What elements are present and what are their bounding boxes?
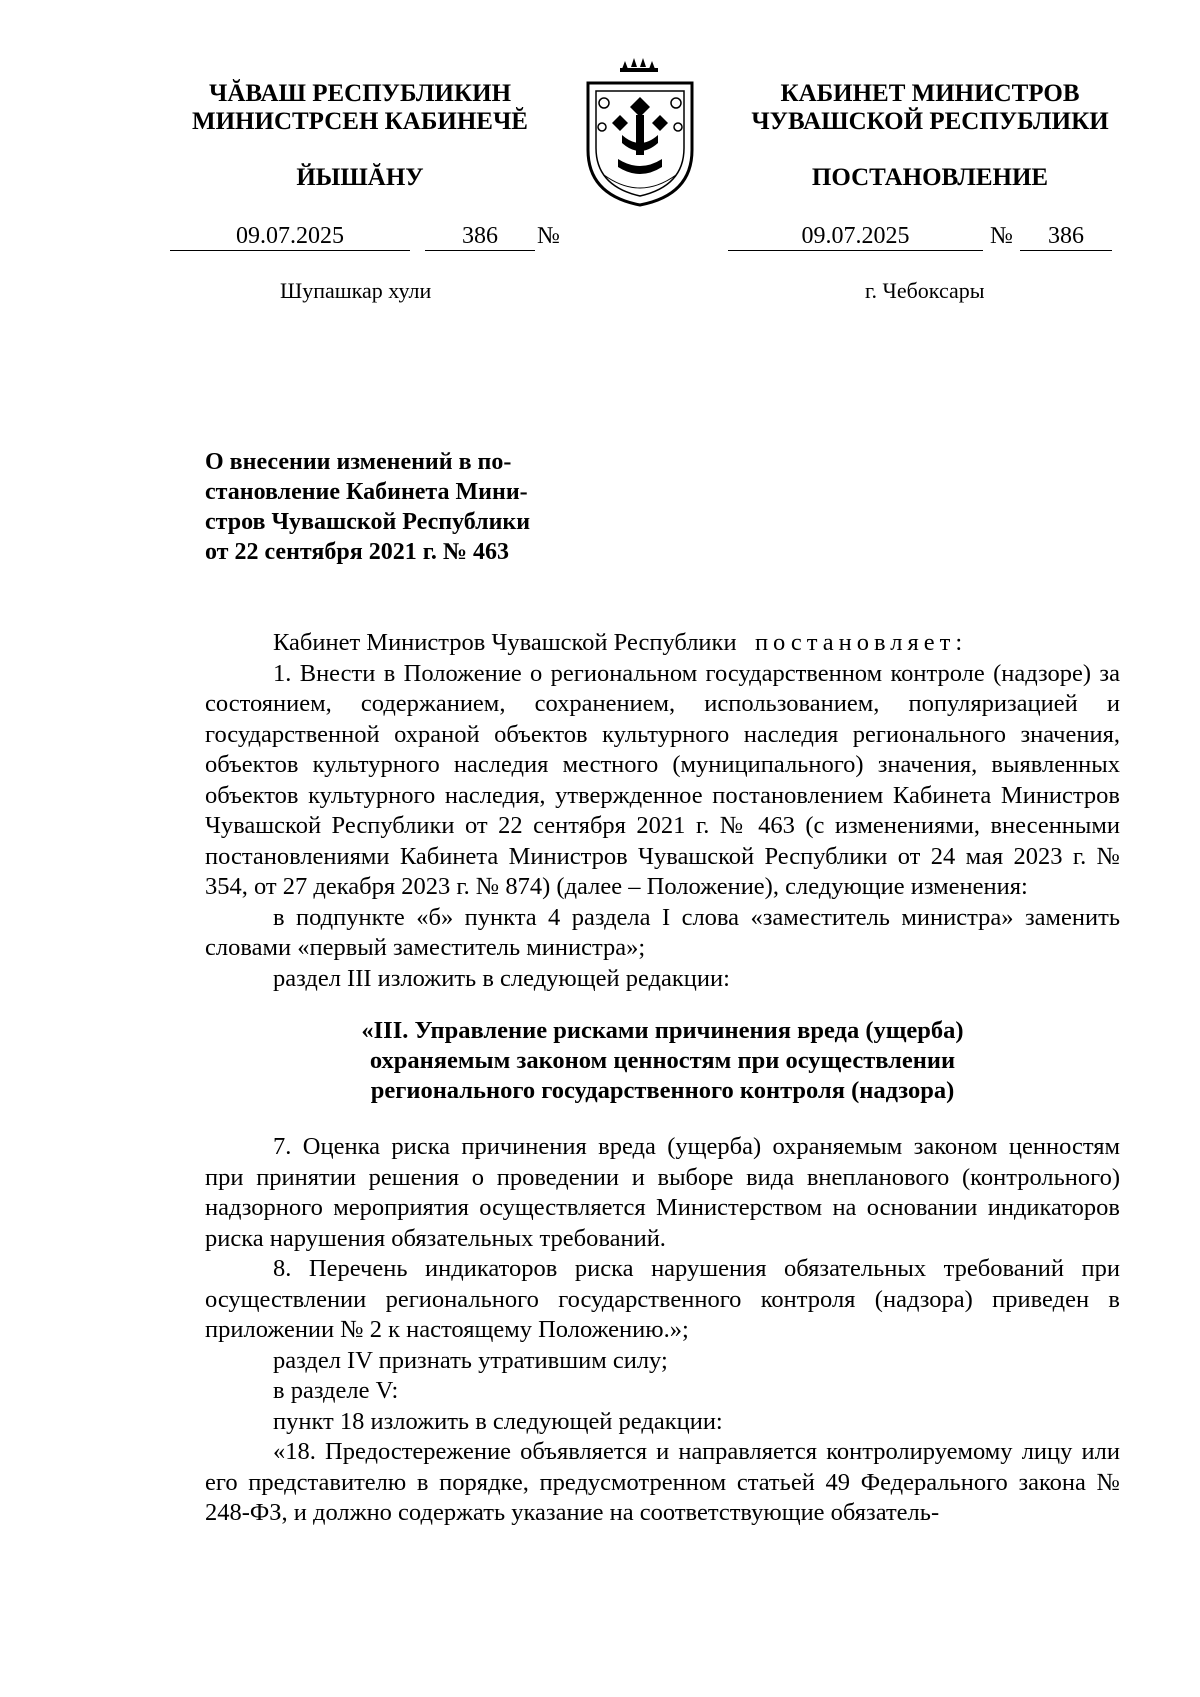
right-num-sign: № [990,223,1013,249]
right-city: г. Чебоксары [865,278,985,303]
section-heading-line: «III. Управление рисками причинения вреда (ущерба) [361,1017,964,1044]
left-org-name [160,80,560,136]
document-body [205,628,1120,1529]
right-number-field: 386 [1020,222,1112,251]
paragraph-7: 7. Оценка риска причинения вреда (ущерба) охраняемым законом ценностям при принятии решения о проведении и выборе вида внепланового (контрольного) надзорного мероприятия осуществляется Министерством на основании индикаторов риска нарушения обязательных требований. [205,1133,1120,1252]
right-org-name [725,80,1135,136]
section-heading-line: охраняемым законом ценностям при осуществлении [369,1047,956,1074]
left-number-field: 386 [425,222,535,251]
left-date-field: 09.07.2025 [170,222,410,251]
preamble-verb: постановляет: [754,629,968,656]
preamble-prefix: Кабинет Министров Чувашской Республики [273,629,737,656]
left-org-line2: МИНИСТРСЕН КАБИНЕЧĔ [192,108,528,135]
title-line: О внесении изменений в по- [205,449,512,475]
left-doc-type: ЙЫШĂНУ [296,164,424,191]
paragraph-18: «18. Предостережение объявляется и направляется контролируемому лицу или его представителю в порядке, предусмотренном статьей 49 Федерального закона № 248-ФЗ, и должно содержать указание на соответствующие обязатель- [205,1438,1120,1526]
paragraph-section-iv: раздел IV признать утратившим силу; [273,1346,668,1374]
right-org-line1: КАБИНЕТ МИНИСТРОВ [780,80,1080,107]
paragraph-3: раздел III изложить в следующей редакции: [273,964,730,992]
paragraph-section-v: в разделе V: [273,1377,399,1404]
left-num-sign: № [537,223,560,249]
right-date-field: 09.07.2025 [728,222,983,251]
paragraph-8: 8. Перечень индикаторов риска нарушения обязательных требований при осуществлении регионального государственного контроля (надзора) приведен в приложении № 2 к настоящему Положению.»; [205,1255,1120,1343]
section-heading-line: регионального государственного контроля (надзора) [370,1077,955,1104]
paragraph-point-18-intro: пункт 18 изложить в следующей редакции: [273,1407,723,1435]
right-org-line2: ЧУВАШСКОЙ РЕСПУБЛИКИ [751,108,1109,135]
chuvash-emblem-icon [570,55,710,210]
document-title [205,447,567,567]
right-doc-type: ПОСТАНОВЛЕНИЕ [811,164,1049,191]
section-heading [205,1016,1120,1106]
title-line: стров Чувашской Республики [205,509,531,535]
preamble [205,628,1120,659]
left-org-line1: ЧĂВАШ РЕСПУБЛИКИН [208,80,512,107]
title-line: от 22 сентября 2021 г. № 463 [205,539,509,565]
title-line: становление Кабинета Мини- [205,479,528,505]
paragraph-1: 1. Внести в Положение о региональном государственном контроле (надзоре) за состоянием, содержанием, сохранением, использованием, популяризацией и государственной охраной объектов культурного наследия регионального значения, объектов культурного наследия местного (муниципального) значения, выявленных объектов культурного наследия, утвержденное постановлением Кабинета Министров Чувашской Республики от 22 сентября 2021 г. № 463 (с изменениями, внесенными постановлениями Кабинета Министров Чувашской Республики от 24 мая 2023 г. № 354, от 27 декабря 2023 г. № 874) (далее – Положение), следующие изменения: [205,659,1120,900]
paragraph-2: в подпункте «б» пункта 4 раздела I слова «заместитель министра» заменить словами «первый заместитель министра»; [205,903,1120,961]
left-city: Шупашкар хули [280,278,432,303]
